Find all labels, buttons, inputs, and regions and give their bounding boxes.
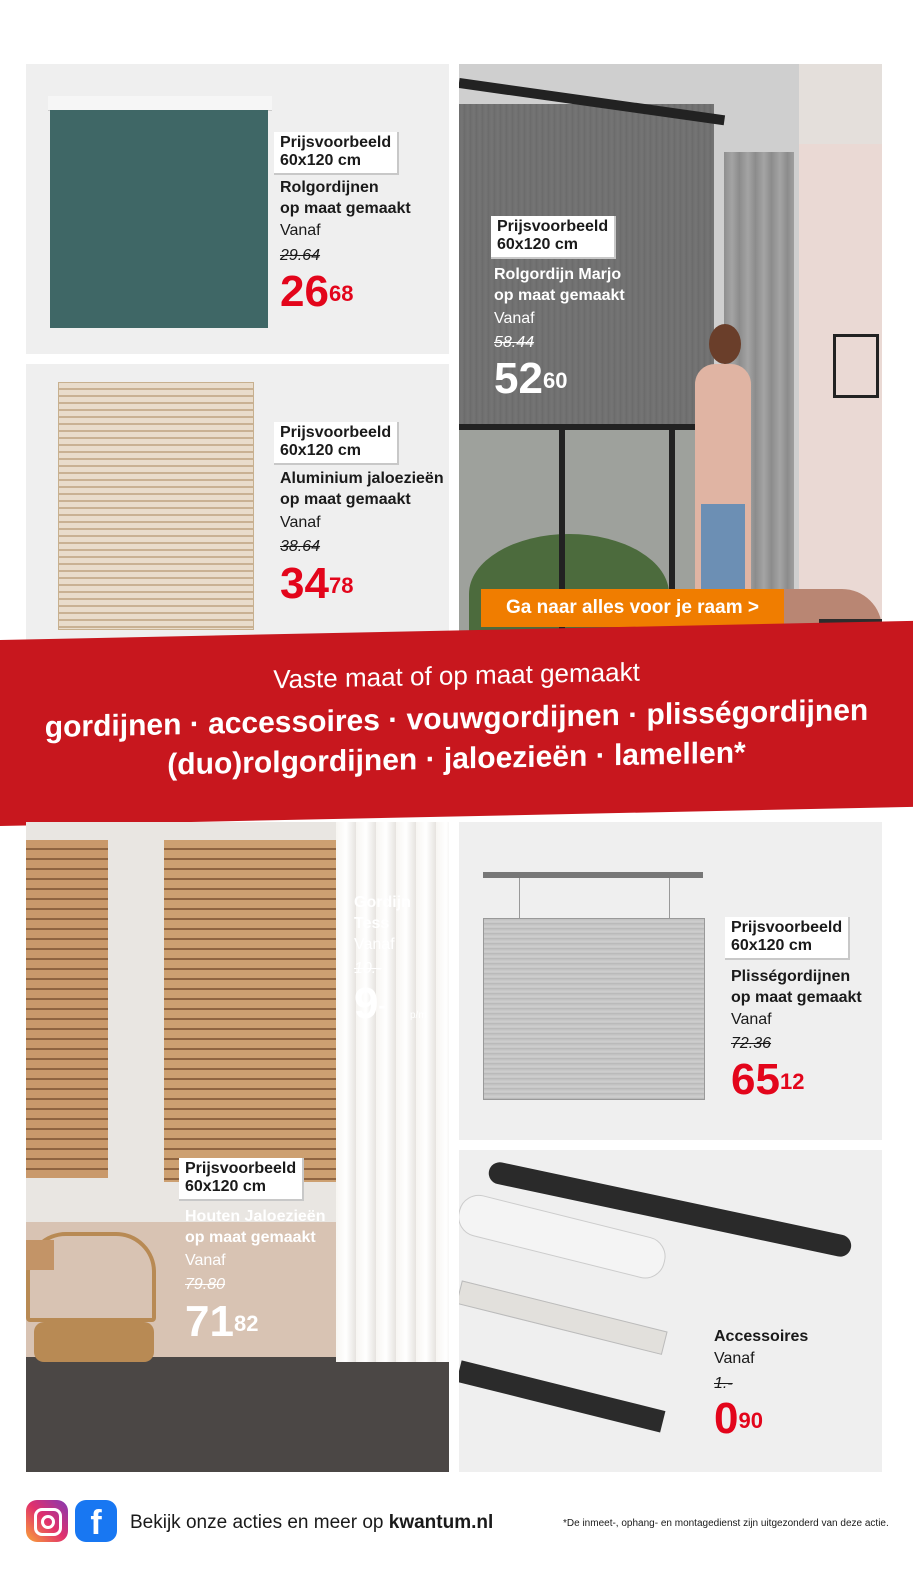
old-price: 38.64 bbox=[280, 538, 321, 555]
from-label: Vanaf bbox=[280, 222, 321, 239]
sale-price: $34^{78}$ bbox=[280, 559, 354, 608]
product-name: Houten Jaloezieën op maat gemaakt bbox=[185, 1208, 326, 1246]
roller-blind-image bbox=[48, 96, 272, 328]
product-name: Rolgordijn Marjo op maat gemaakt bbox=[494, 266, 625, 304]
banner-subtitle: Vaste maat of op maat gemaakt bbox=[273, 656, 640, 695]
old-price: 10.- bbox=[354, 960, 382, 977]
old-price: 1.- bbox=[714, 1375, 733, 1392]
old-price: 72.36 bbox=[731, 1035, 772, 1052]
cta-all-for-window-button[interactable]: Ga naar alles voor je raam > bbox=[481, 589, 784, 627]
footer-cta: Bekijk onze acties en meer op kwantum.nl bbox=[130, 1512, 494, 1533]
sale-price: 9- bbox=[354, 979, 386, 1028]
product-panel-rolgordijnen[interactable] bbox=[26, 64, 449, 354]
product-panel-jaloezieen[interactable] bbox=[26, 364, 449, 654]
product-panel-houten-tess[interactable] bbox=[26, 822, 449, 1472]
product-name: Rolgordijnen op maat gemaakt bbox=[280, 179, 411, 217]
footer-disclaimer: *De inmeet-, ophang- en montagedienst zijn uitgezonderd van deze actie. bbox=[563, 1518, 889, 1529]
venetian-blind-image bbox=[58, 382, 254, 630]
sale-price: $0^{90}$ bbox=[714, 1394, 763, 1443]
curtain-rails-image bbox=[459, 1150, 882, 1472]
old-price: 58.44 bbox=[494, 334, 535, 351]
from-label: Vanaf bbox=[354, 936, 395, 953]
product-name: Plisségordijnen op maat gemaakt bbox=[731, 968, 862, 1006]
from-label: Vanaf bbox=[494, 310, 535, 327]
sale-price: $52^{60}$ bbox=[494, 354, 568, 403]
price-example-tag: Prijsvoorbeeld 60x120 cm bbox=[274, 132, 399, 175]
banner-categories-line1: gordijnen · accessoires · vouwgordijnen · plisségordijnen bbox=[44, 693, 869, 745]
facebook-icon[interactable]: f bbox=[75, 1500, 117, 1542]
pleated-blind-image bbox=[479, 872, 709, 1102]
price-example-tag: Prijsvoorbeeld 60x120 cm bbox=[725, 917, 850, 960]
old-price: 79.80 bbox=[185, 1276, 226, 1293]
category-banner bbox=[0, 621, 913, 826]
price-example-tag: Prijsvoorbeeld 60x120 cm bbox=[491, 216, 616, 259]
product-panel-accessoires[interactable] bbox=[459, 1150, 882, 1472]
from-label: Vanaf bbox=[280, 514, 321, 531]
sale-price: $65^{12}$ bbox=[731, 1055, 805, 1104]
price-example-tag: Prijsvoorbeeld 60x120 cm bbox=[274, 422, 399, 465]
sale-price: $26^{68}$ bbox=[280, 267, 354, 316]
product-name: Accessoires bbox=[714, 1328, 809, 1345]
website-link[interactable]: kwantum.nl bbox=[388, 1512, 494, 1533]
product-name: Aluminium jaloezieën op maat gemaakt bbox=[280, 470, 444, 508]
from-label: Vanaf bbox=[731, 1011, 772, 1028]
from-label: Vanaf bbox=[714, 1350, 755, 1367]
sale-price: $71^{82}$ bbox=[185, 1297, 259, 1346]
per-meter-unit: p/m bbox=[410, 1010, 427, 1021]
old-price: 29.64 bbox=[280, 247, 321, 264]
price-example-tag: Prijsvoorbeeld 60x120 cm bbox=[179, 1158, 304, 1201]
banner-categories-line2: (duo)rolgordijnen · jaloezieën · lamellen* bbox=[167, 736, 746, 782]
instagram-icon[interactable] bbox=[26, 1500, 68, 1542]
from-label: Vanaf bbox=[185, 1252, 226, 1269]
product-panel-marjo[interactable] bbox=[459, 64, 882, 654]
product-panel-plisse[interactable] bbox=[459, 822, 882, 1140]
product-name-tess: Gordijn Tess bbox=[354, 894, 411, 932]
